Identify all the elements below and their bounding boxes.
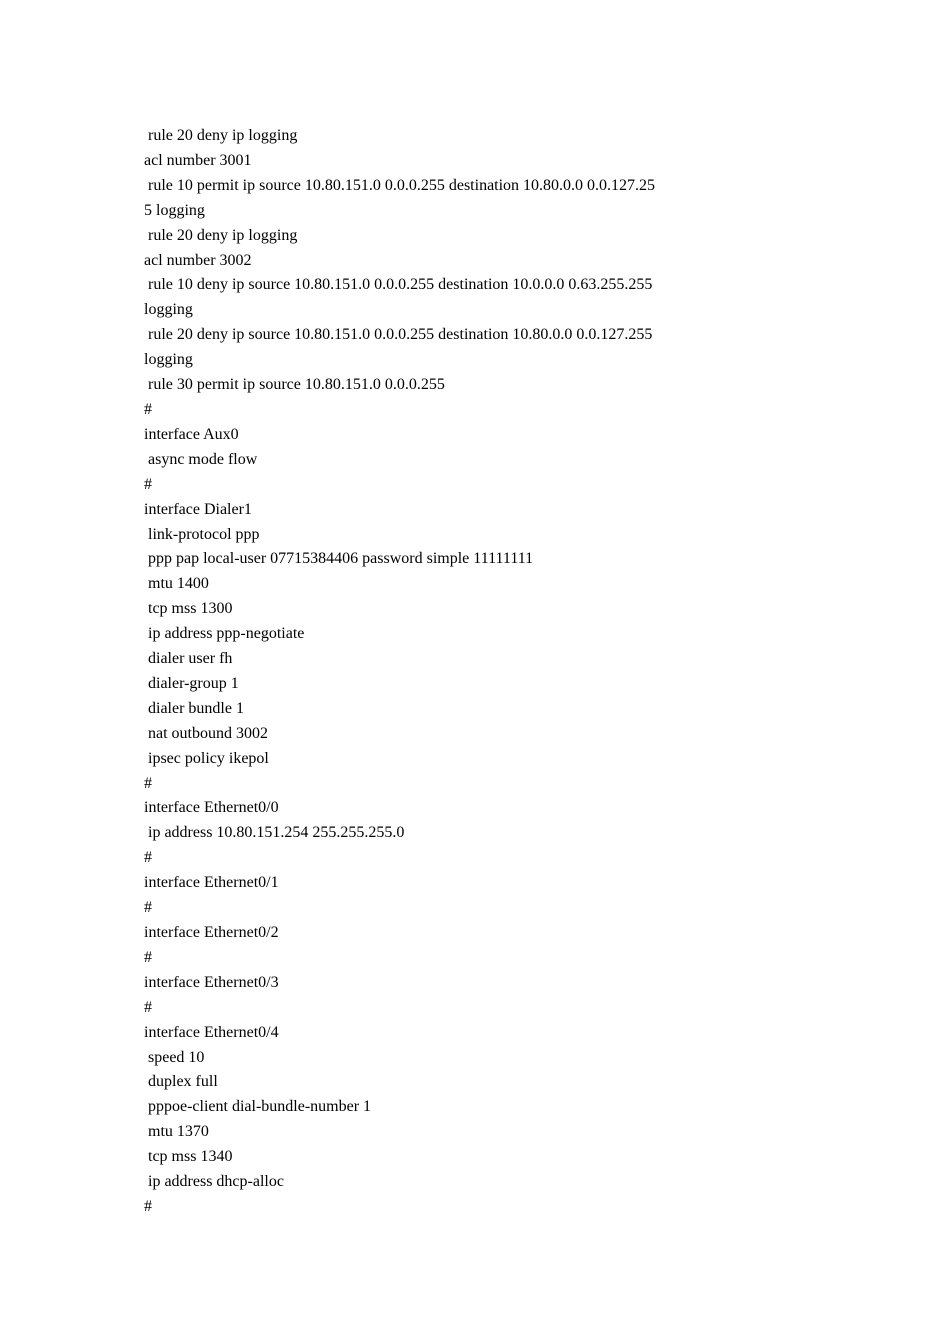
config-line: rule 20 deny ip logging [144, 226, 298, 244]
config-line: ip address 10.80.151.254 255.255.255.0 [144, 824, 405, 842]
config-line: interface Ethernet0/1 [144, 874, 279, 892]
config-line: duplex full [144, 1073, 218, 1091]
config-line: acl number 3001 [144, 151, 252, 169]
config-line: interface Ethernet0/3 [144, 973, 279, 991]
config-line: tcp mss 1340 [144, 1148, 233, 1166]
config-line: async mode flow [144, 450, 258, 468]
config-line: tcp mss 1300 [144, 600, 233, 618]
config-line: dialer-group 1 [144, 674, 239, 692]
config-line: rule 20 deny ip logging [144, 127, 298, 144]
config-line: # [144, 948, 152, 966]
config-line: interface Aux0 [144, 425, 239, 443]
config-line: ip address ppp-negotiate [144, 625, 305, 643]
config-line: # [144, 899, 152, 917]
config-line: # [144, 998, 152, 1016]
config-line: interface Ethernet0/0 [144, 799, 279, 817]
router-config-text [144, 124, 704, 1220]
config-line: speed 10 [144, 1048, 205, 1066]
config-line: pppoe-client dial-bundle-number 1 [144, 1098, 372, 1116]
config-line: logging [144, 351, 193, 369]
config-line: 5 logging [144, 201, 205, 219]
config-line: rule 20 deny ip source 10.80.151.0 0.0.0.255 destination 10.80.0.0 0.0.127.255 [144, 326, 653, 344]
config-line: rule 10 permit ip source 10.80.151.0 0.0.0.255 destination 10.80.0.0 0.0.127.25 [144, 176, 656, 194]
config-line: link-protocol ppp [144, 525, 260, 543]
config-line: # [144, 400, 152, 418]
config-line: acl number 3002 [144, 251, 252, 269]
config-line: # [144, 774, 152, 792]
config-line: interface Ethernet0/4 [144, 1023, 279, 1041]
config-line: # [144, 849, 152, 867]
config-line: interface Ethernet0/2 [144, 924, 279, 941]
config-line: dialer user fh [144, 650, 233, 668]
config-line: # [144, 1197, 152, 1215]
config-line: mtu 1370 [144, 1123, 209, 1141]
config-line: ipsec policy ikepol [144, 749, 269, 767]
config-line: logging [144, 301, 193, 319]
config-line: mtu 1400 [144, 575, 209, 593]
config-line: dialer bundle 1 [144, 699, 244, 717]
config-line: rule 10 deny ip source 10.80.151.0 0.0.0.255 destination 10.0.0.0 0.63.255.255 [144, 276, 653, 294]
config-line: interface Dialer1 [144, 500, 252, 518]
config-line: ppp pap local-user 07715384406 password simple 11111111 [144, 550, 534, 568]
config-line: rule 30 permit ip source 10.80.151.0 0.0.0.255 [144, 376, 445, 394]
config-line: # [144, 475, 152, 493]
config-line: nat outbound 3002 [144, 724, 268, 742]
config-line: ip address dhcp-alloc [144, 1173, 284, 1191]
